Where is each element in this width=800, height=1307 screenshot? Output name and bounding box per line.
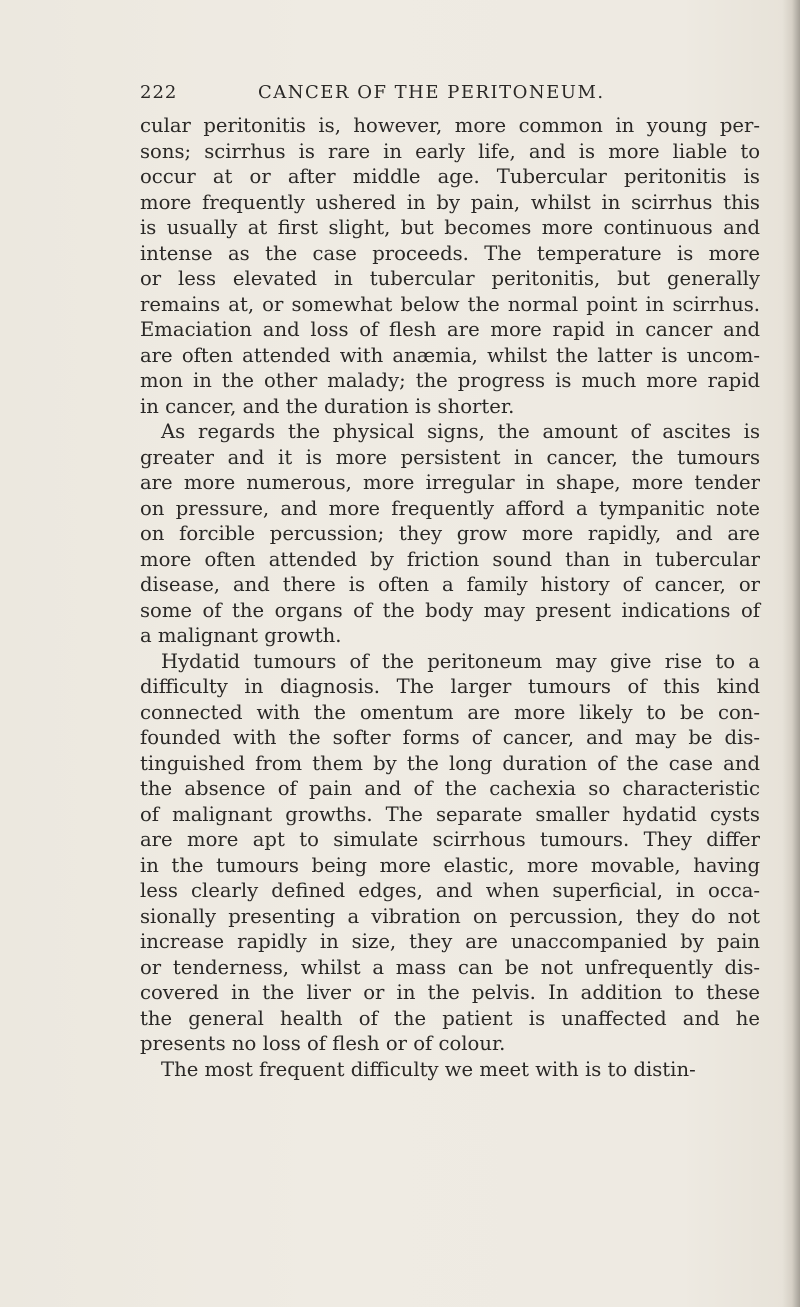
body-text (140, 113, 760, 1082)
text-line: are more apt to simulate scirrhous tumours. They differ (140, 828, 760, 851)
text-line: mon in the other malady; the progress is much more rapid (140, 369, 760, 392)
page-number: 222 (140, 82, 178, 103)
text-line: As regards the physical signs, the amount of ascites is (161, 420, 760, 443)
text-line: tinguished from them by the long duration of the case and (140, 751, 760, 775)
text-line: increase rapidly in size, they are unaccompanied by pain (140, 930, 760, 953)
text-line: or less elevated in tubercular peritonitis, but generally (140, 267, 760, 290)
text-line: less clearly defined edges, and when superficial, in occa- (140, 879, 760, 902)
text-line: more often attended by friction sound than in tubercular (140, 547, 760, 571)
text-line: in the tumours being more elastic, more movable, having (140, 853, 760, 877)
text-line: presents no loss of flesh or of colour. (140, 1032, 506, 1055)
running-head (140, 82, 740, 112)
text-line: are more numerous, more irregular in shape, more tender (140, 471, 760, 494)
text-line: sionally presenting a vibration on percussion, they do not (140, 904, 760, 928)
running-title: CANCER OF THE PERITONEUM. (258, 82, 605, 103)
text-line: of malignant growths. The separate smaller hydatid cysts (140, 802, 760, 826)
page-edge-shadow (782, 0, 800, 1307)
text-line: connected with the omentum are more likely to be con- (140, 700, 760, 724)
text-line: remains at, or somewhat below the normal point in scirrhus. (140, 292, 760, 316)
text-line: Emaciation and loss of flesh are more rapid in cancer and (140, 318, 760, 341)
text-line: the general health of the patient is unaffected and he (140, 1006, 760, 1030)
text-line: founded with the softer forms of cancer, and may be dis- (140, 726, 760, 749)
text-line: greater and it is more persistent in cancer, the tumours (140, 445, 760, 469)
text-line: Hydatid tumours of the peritoneum may give rise to a (161, 649, 760, 673)
text-line: disease, and there is often a family history of cancer, or (140, 573, 760, 596)
text-line: The most frequent difficulty we meet with is to distin- (161, 1057, 696, 1081)
text-line: cular peritonitis is, however, more common in young per- (140, 114, 760, 137)
text-line: in cancer, and the duration is shorter. (140, 394, 515, 418)
text-line: the absence of pain and of the cachexia so characteristic (140, 777, 760, 800)
text-line: on pressure, and more frequently afford a tympanitic note (140, 496, 760, 520)
text-line: on forcible percussion; they grow more rapidly, and are (140, 522, 760, 545)
text-line: sons; scirrhus is rare in early life, and is more liable to (140, 139, 760, 163)
text-line: covered in the liver or in the pelvis. In addition to these (140, 981, 760, 1004)
text-line: difficulty in diagnosis. The larger tumours of this kind (140, 675, 760, 698)
text-line: are often attended with anæmia, whilst the latter is uncom- (140, 343, 760, 367)
text-line: more frequently ushered in by pain, whilst in scirrhus this (140, 190, 760, 214)
text-line: occur at or after middle age. Tubercular peritonitis is (140, 165, 760, 188)
text-line: intense as the case proceeds. The temperature is more (140, 241, 760, 265)
text-line: or tenderness, whilst a mass can be not unfrequently dis- (140, 955, 760, 979)
text-line: a malignant growth. (140, 624, 342, 647)
text-line: is usually at first slight, but becomes more continuous and (140, 216, 760, 239)
text-line: some of the organs of the body may present indications of (140, 598, 760, 622)
